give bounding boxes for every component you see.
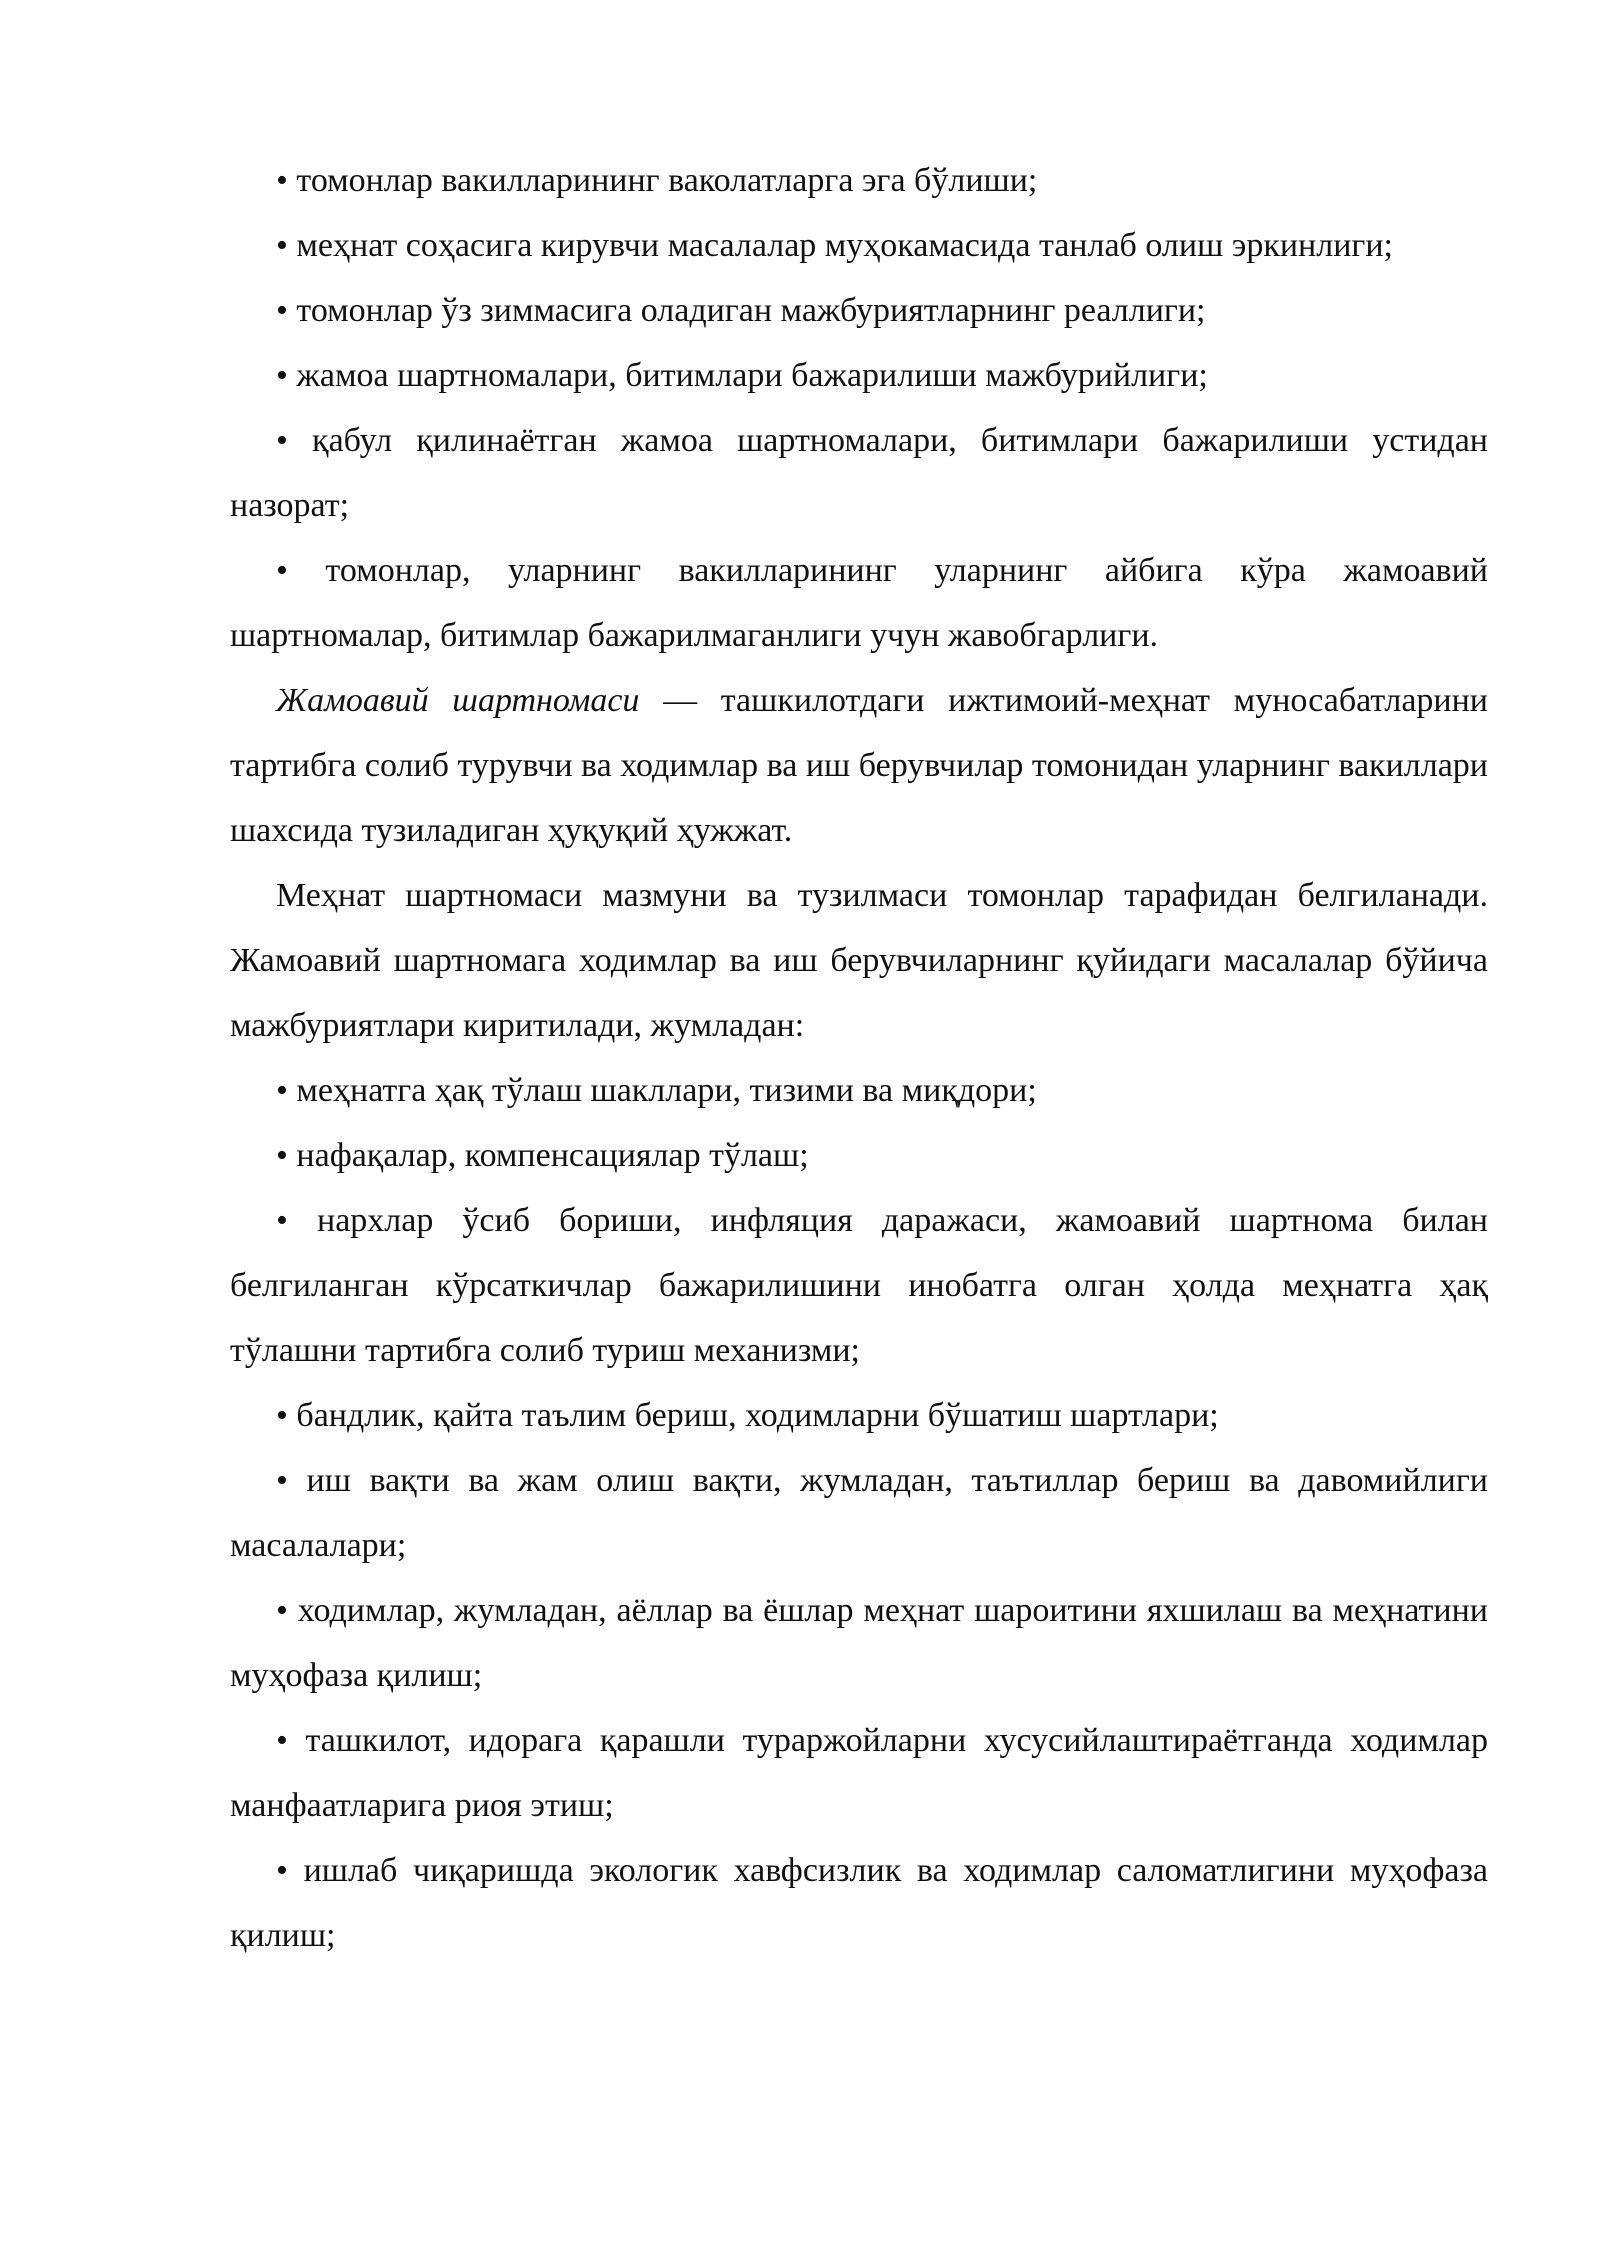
principle-item: • томонлар ўз зиммасига оладиган мажбуриятларнинг реаллиги; xyxy=(276,292,1206,329)
definition-paragraph xyxy=(230,668,1488,863)
obligation-item: • иш вақти ва жам олиш вақти, жумладан, таътиллар бериш ва давомийлиги масалалари; xyxy=(230,1462,1488,1564)
principle-item: • меҳнат соҳасига кирувчи масалалар муҳокамасида танлаб олиш эркинлиги; xyxy=(276,227,1394,264)
obligation-item: • нафақалар, компенсациялар тўлаш; xyxy=(276,1137,809,1174)
obligation-item: • ходимлар, жумладан, аёллар ва ёшлар меҳнат шароитини яхшилаш ва меҳнатини муҳофаза қилиш; xyxy=(230,1592,1488,1694)
principle-item: • томонлар вакилларининг ваколатларга эга бўлиши; xyxy=(276,162,1038,199)
document-body xyxy=(230,148,1488,1968)
definition-term: Жамоавий шартномаси xyxy=(276,682,640,719)
obligation-item: • бандлик, қайта таълим бериш, ходимларни бўшатиш шартлари; xyxy=(276,1397,1219,1434)
principle-item: • қабул қилинаётган жамоа шартномалари, битимлари бажарилиши устидан назорат; xyxy=(230,422,1488,524)
obligation-item: • меҳнатга ҳақ тўлаш шакллари, тизими ва миқдори; xyxy=(276,1072,1037,1109)
obligation-item: • ишлаб чиқаришда экологик хавфсизлик ва ходимлар саломатлигини муҳофаза қилиш; xyxy=(230,1852,1488,1954)
obligation-item: • нархлар ўсиб бориши, инфляция даражаси, жамоавий шартнома билан белгиланган кўрсаткичлар бажарилишини инобатга олган ҳолда меҳнатга ҳақ тўлашни тартибга солиб туриш механизми; xyxy=(230,1202,1488,1369)
principle-item: • жамоа шартномалари, битимлари бажарилиши мажбурийлиги; xyxy=(276,357,1208,394)
obligation-item: • ташкилот, идорага қарашли тураржойларни хусусийлаштираётганда ходимлар манфаатларига риоя этиш; xyxy=(230,1722,1488,1824)
principle-item: • томонлар, уларнинг вакилларининг уларнинг айбига кўра жамоавий шартномалар, битимлар бажарилмаганлиги учун жавобгарлиги. xyxy=(230,552,1488,654)
intro-paragraph: Меҳнат шартномаси мазмуни ва тузилмаси томонлар тарафидан белгиланади. Жамоавий шартномага ходимлар ва иш берувчиларнинг қуйидаги масалалар бўйича мажбуриятлари киритилади, жумладан: xyxy=(230,877,1488,1044)
definition-text: — ташкилотдаги ижтимоий-меҳнат муносабатларини тартибга солиб турувчи ва ходимлар ва иш берувчилар томонидан уларнинг вакиллари шахсида тузиладиган ҳуқуқий ҳужжат. xyxy=(230,682,1488,849)
